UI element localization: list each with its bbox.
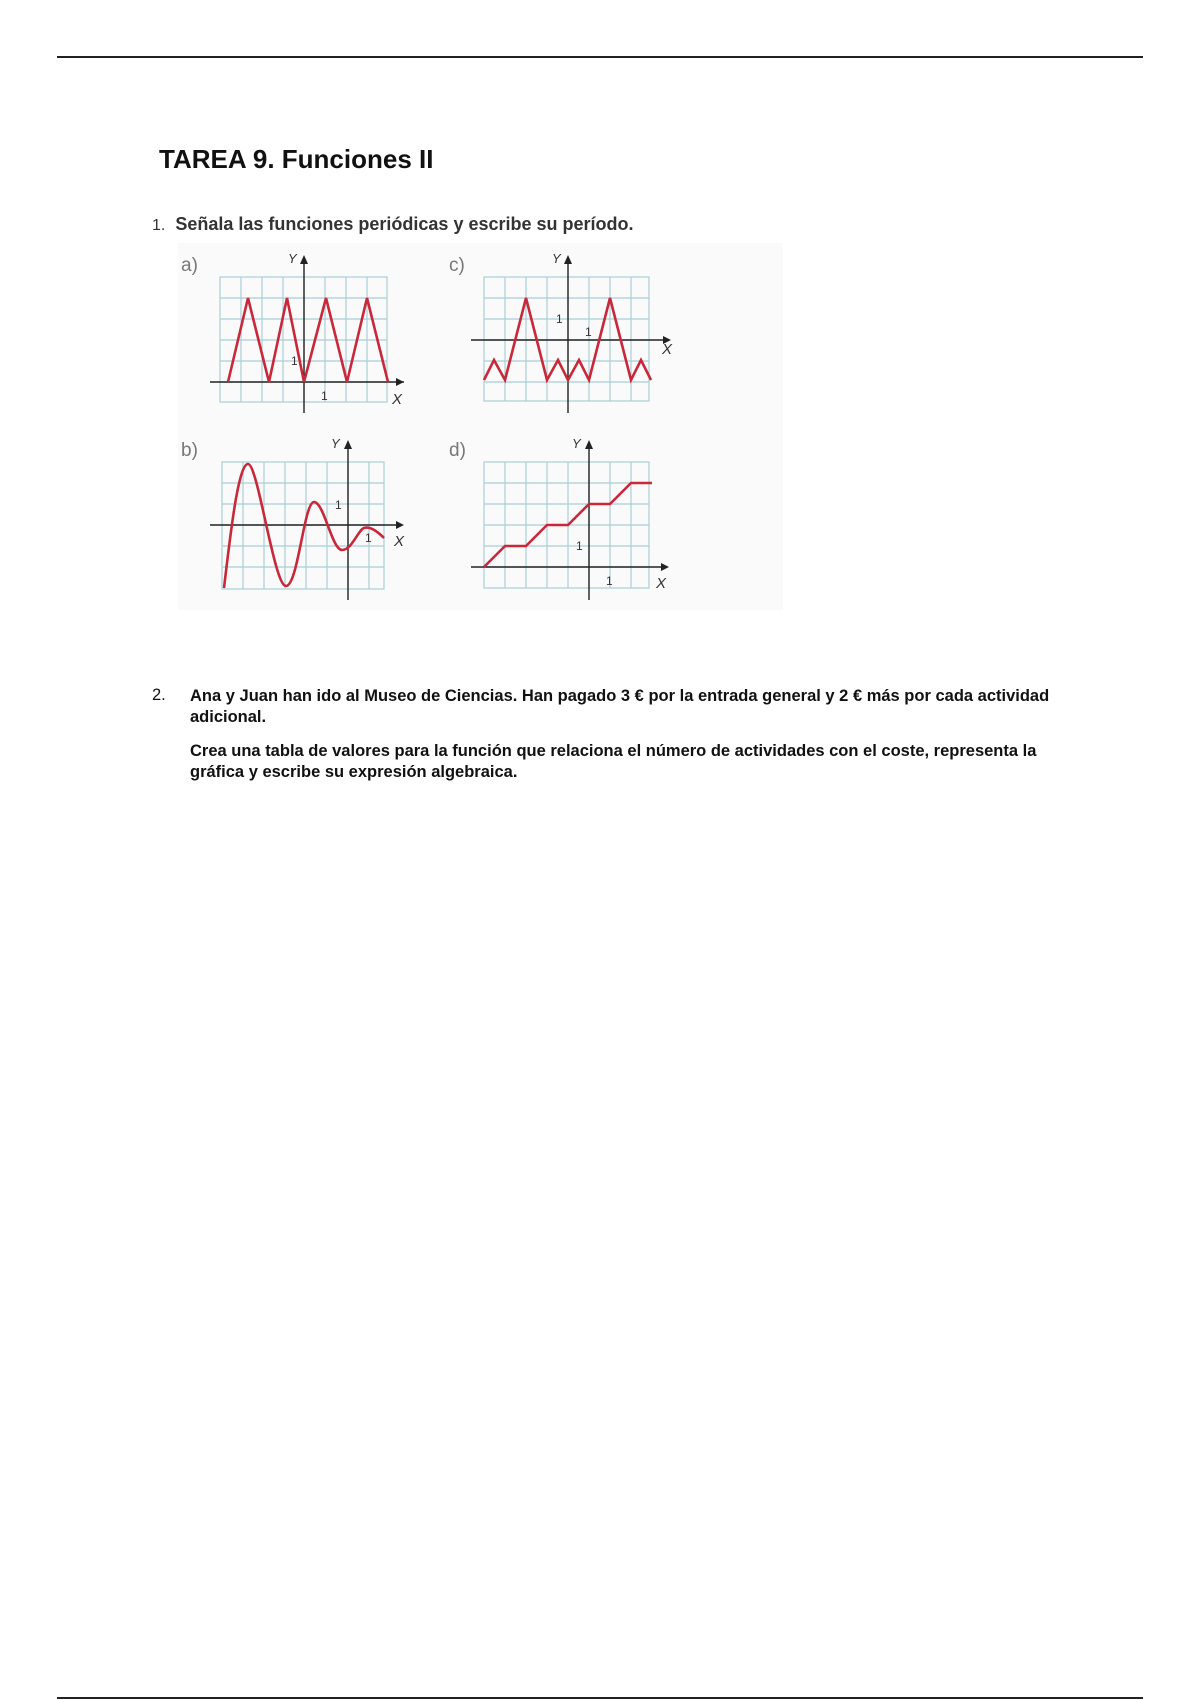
graph-d-x-arrow (661, 563, 669, 571)
graph-d-y-arrow (585, 440, 593, 449)
graph-c (469, 243, 679, 403)
top-rule (57, 56, 1143, 58)
graph-d-label: d) (449, 440, 466, 461)
page-title: TAREA 9. Funciones II (159, 144, 434, 174)
graph-c-y-arrow (564, 255, 572, 264)
graph-b-x-label: X (394, 533, 405, 550)
question-2-number: 2. (152, 686, 166, 704)
graph-d-x-label: X (656, 575, 667, 592)
graph-c-unit-x: 1 (585, 325, 592, 339)
graph-b-y-label: Y (331, 436, 340, 451)
graph-a-y-label: Y (288, 251, 297, 266)
graph-c-grid (484, 277, 649, 401)
question-2 (152, 686, 1052, 796)
graph-b-label: b) (181, 440, 198, 461)
graph-a-label: a) (181, 255, 198, 276)
graph-d-unit-y: 1 (576, 539, 583, 553)
graph-b-y-arrow (344, 440, 352, 449)
graph-a-unit-y: 1 (291, 354, 298, 368)
graph-c-axes (471, 263, 669, 413)
graph-a-x-arrow (396, 378, 404, 386)
graph-b-x-arrow (396, 521, 404, 529)
question-1-text: Señala las funciones periódicas y escribe su período. (175, 214, 634, 234)
graph-a (208, 243, 408, 408)
graph-a-x-label: X (392, 391, 403, 408)
graph-c-label: c) (449, 255, 465, 276)
bottom-rule (57, 1697, 1143, 1699)
graph-b-unit-x: 1 (365, 531, 372, 545)
graph-d-unit-x: 1 (606, 574, 613, 588)
graph-a-unit-x: 1 (321, 389, 328, 403)
graph-b-unit-y: 1 (335, 498, 342, 512)
graph-d-y-label: Y (572, 436, 581, 451)
graph-c-unit-y: 1 (556, 312, 563, 326)
question-1 (152, 214, 634, 235)
graph-c-x-label: X (662, 341, 673, 358)
graph-b (208, 428, 408, 598)
question-2-task: Crea una tabla de valores para la función que relaciona el número de actividades con el coste, representa la gráfica y escribe su expresión algebraica. (190, 742, 1037, 781)
graph-d (469, 428, 679, 598)
question-1-number: 1. (152, 217, 166, 234)
question-2-statement: Ana y Juan han ido al Museo de Ciencias. Han pagado 3 € por la entrada general y 2 € más por cada actividad adicional. (190, 687, 1050, 726)
graph-a-y-arrow (300, 255, 308, 264)
graphs-figure (178, 243, 783, 610)
graph-c-y-label: Y (552, 251, 561, 266)
